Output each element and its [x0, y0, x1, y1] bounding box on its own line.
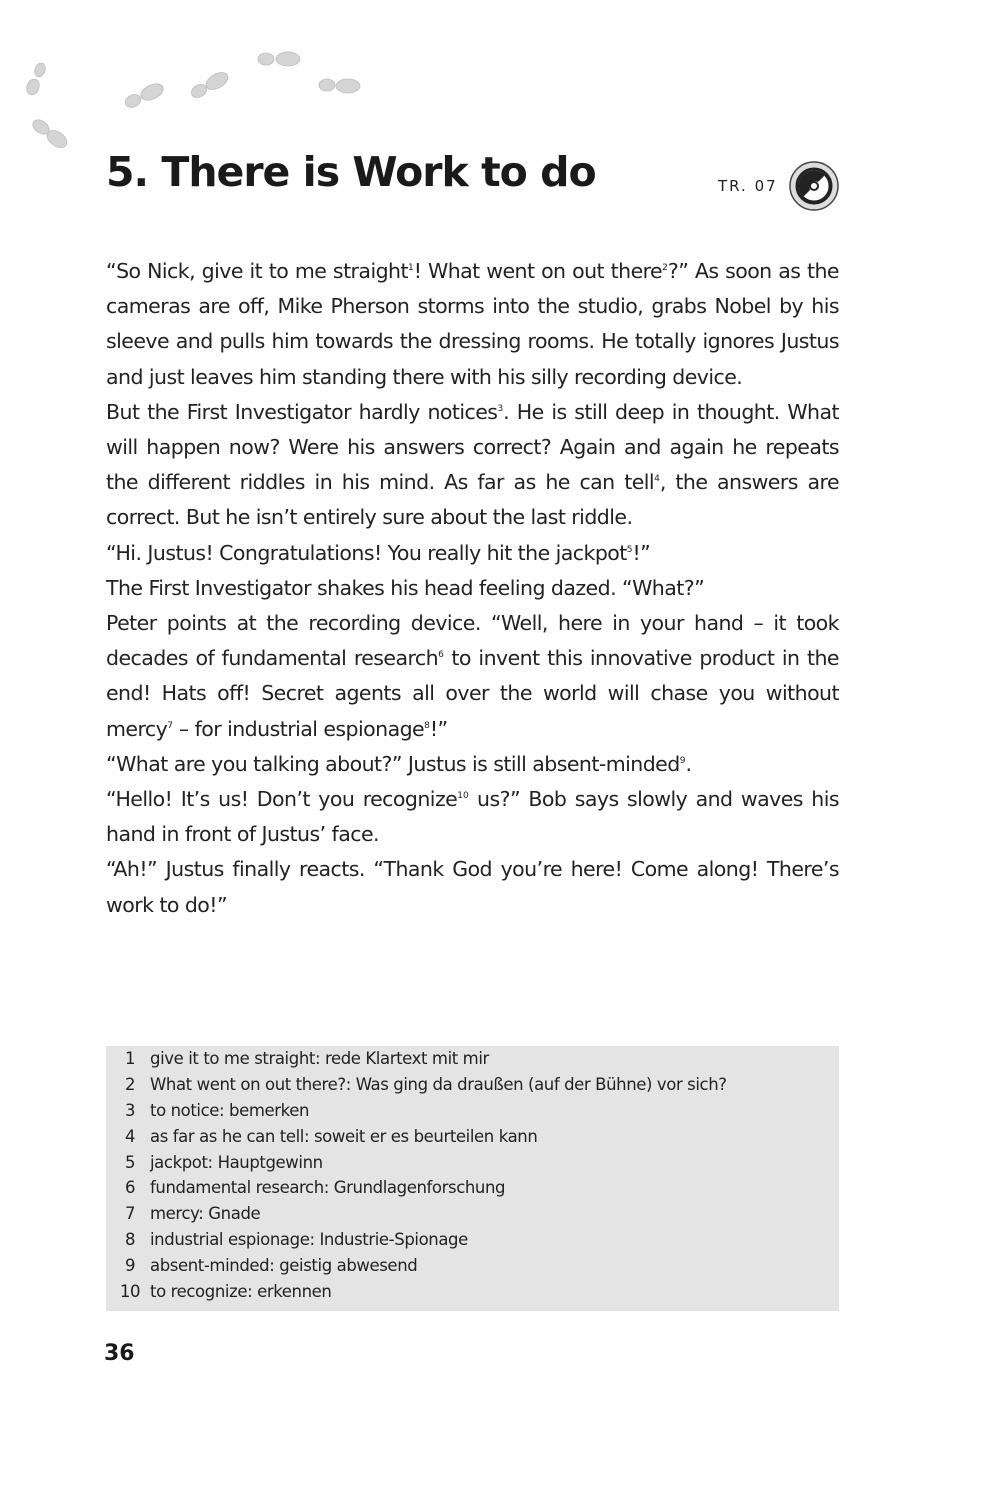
story-text — [106, 254, 839, 923]
footnote-text: jackpot: Hauptgewinn — [150, 1152, 323, 1172]
paragraph — [106, 747, 839, 782]
footnote-marker: 10 — [457, 791, 469, 802]
text-run: “Hi. Justus! Congratulations! You really hit the jackpot — [106, 540, 627, 565]
text-run: !” — [632, 540, 651, 565]
footnote-text: fundamental research: Grundlagenforschung — [150, 1178, 506, 1198]
paragraph — [106, 536, 839, 571]
footnote-number: 3 — [124, 1100, 136, 1120]
footnote-number: 6 — [124, 1178, 136, 1198]
footnote-number: 8 — [124, 1230, 136, 1250]
footnote-text: mercy: Gnade — [150, 1204, 261, 1224]
footnote-item — [106, 1101, 839, 1127]
footnote-text: to notice: bemerken — [150, 1100, 310, 1120]
footnote-text: give it to me straight: rede Klartext mit mir — [150, 1049, 489, 1068]
footnote-item — [106, 1230, 839, 1256]
footnote-number: 1 — [124, 1049, 136, 1068]
footnote-item — [106, 1049, 839, 1075]
footnote-marker: 5 — [626, 544, 633, 555]
footnote-text: industrial espionage: Industrie-Spionage — [150, 1230, 468, 1250]
footnote-item — [106, 1075, 839, 1101]
paragraph — [106, 782, 839, 852]
text-run: But the First Investigator hardly notices — [106, 399, 498, 424]
footnote-marker: 4 — [654, 474, 660, 485]
footnote-number: 2 — [124, 1074, 136, 1094]
text-run: “So Nick, give it to me straight — [106, 259, 408, 283]
text-run: “Ah!” Justus finally reacts. “Thank God you’re here! Come along! There’s work to do!” — [106, 857, 839, 917]
footnote-marker: 1 — [407, 263, 414, 273]
paragraph — [106, 852, 839, 922]
footnote-number: 5 — [124, 1152, 136, 1172]
footnote-number: 9 — [124, 1256, 136, 1276]
footnote-marker: 9 — [679, 755, 686, 766]
footnote-text: as far as he can tell: soweit er es beurteilen kann — [150, 1126, 538, 1146]
footnote-text: absent-minded: geistig abwesend — [150, 1256, 418, 1276]
footnote-marker: 2 — [662, 263, 668, 273]
footnote-item — [106, 1204, 839, 1230]
cd-icon — [788, 160, 840, 212]
chapter-title: 5. There is Work to do — [106, 148, 596, 196]
footnote-item — [106, 1282, 839, 1308]
text-run: . — [685, 751, 692, 776]
text-run: us?” Bob says slowly and waves his hand in front of Justus’ face. — [106, 787, 839, 847]
vocabulary-footnotes — [106, 1046, 839, 1311]
paragraph — [106, 254, 839, 395]
text-run: “What are you talking about?” Justus is still absent-minded — [106, 751, 680, 776]
text-run: – for industrial espionage — [172, 716, 425, 741]
footnote-number: 4 — [124, 1126, 136, 1146]
page-number: 36 — [104, 1341, 135, 1366]
footnote-marker: 7 — [167, 720, 173, 731]
track-indicator — [718, 160, 840, 212]
paragraph — [106, 395, 839, 536]
footnote-marker: 3 — [497, 403, 504, 414]
footnote-item — [106, 1153, 839, 1179]
footnote-item — [106, 1127, 839, 1153]
text-run: , the answers are correct. But he isn’t entirely sure about the last riddle. — [106, 470, 840, 530]
footnote-text: What went on out there?: Was ging da draußen (auf der Bühne) vor sich? — [150, 1074, 727, 1094]
text-run: Peter points at the recording device. “Well, here in your hand – it took decades of fundamental research — [106, 611, 839, 671]
text-run: “Hello! It’s us! Don’t you recognize — [106, 787, 458, 812]
paragraph — [106, 606, 839, 747]
text-run: . He is still deep in thought. What will happen now? Were his answers correct? Again and again he repeats the different riddles in his mind. As far as he can tell — [106, 399, 839, 495]
text-run: The First Investigator shakes his head feeling dazed. “What?” — [106, 575, 705, 600]
text-run: to invent this innovative product in the end! Hats off! Secret agents all over the world will chase you without mercy — [106, 646, 839, 741]
footnote-text: to recognize: erkennen — [150, 1282, 332, 1302]
text-run: ! What went on out there — [413, 259, 663, 283]
footnote-number: 7 — [124, 1204, 136, 1224]
paragraph — [106, 571, 839, 606]
footnote-marker: 8 — [424, 720, 430, 731]
text-run: ?” As soon as the cameras are off, Mike Pherson storms into the studio, grabs Nobel by his sleeve and pulls him towards the dressing rooms. He totally ignores Justus and just leaves him standing there with his silly recording device. — [106, 259, 839, 389]
footnote-marker: 6 — [438, 650, 444, 661]
footprints-icon — [0, 0, 400, 170]
track-label: TR. 07 — [718, 177, 778, 195]
footnote-number: 10 — [119, 1282, 141, 1302]
footnote-item — [106, 1178, 839, 1204]
footnote-item — [106, 1256, 839, 1282]
text-run: !” — [429, 716, 448, 741]
